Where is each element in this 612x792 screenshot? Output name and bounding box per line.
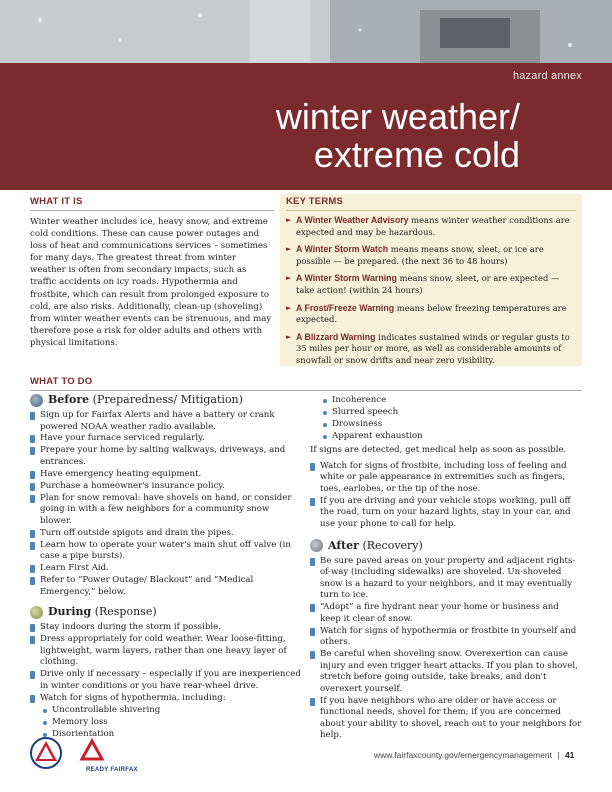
- before-title-bold: Before: [48, 393, 90, 406]
- list-item-text: Be careful when shoveling snow. Overexertion can cause injury and even trigger heart attacks. If you plan to shovel, stretch before going outside, take breaks, and don't overexert yourself.: [320, 649, 578, 694]
- bullet-icon: [310, 558, 315, 566]
- list-item-text: Have emergency heating equipment.: [40, 468, 202, 479]
- list-item: [30, 445, 302, 468]
- bullet-icon: [30, 624, 35, 632]
- key-term-name: A Frost/Freeze Warning: [296, 302, 395, 313]
- list-item-text: Watch for signs of hypothermia, including:: [40, 692, 226, 703]
- dot-icon: [43, 721, 47, 725]
- list-item-text: Stay indoors during the storm if possible.: [40, 622, 221, 633]
- key-term-item: [286, 303, 576, 326]
- page-number: 41: [564, 750, 575, 760]
- clipboard-icon: [30, 394, 43, 407]
- list-item-text: Watch for signs of frostbite, including loss of feeling and white or pale appearance in extremities such as fingers, toes, earlobes, or the tip of the nose.: [320, 460, 567, 494]
- key-term-item: [286, 215, 576, 238]
- arrow-icon: ►: [286, 303, 292, 312]
- before-title-rest: (Preparedness/ Mitigation): [89, 393, 243, 406]
- before-title: [48, 393, 243, 407]
- bullet-icon: [30, 671, 35, 679]
- dot-icon: [323, 399, 327, 403]
- list-item: [30, 469, 302, 481]
- key-term-definition: means means snow, sleet, or ice are possible — be prepared. (the next 36 to 48 hours): [296, 244, 544, 266]
- key-term-name: A Winter Storm Warning: [296, 273, 397, 284]
- list-item: [30, 481, 302, 493]
- list-item: [30, 693, 302, 705]
- footer: [374, 750, 574, 760]
- during-title-bold: During: [48, 605, 92, 619]
- dot-icon: [323, 435, 327, 439]
- broom-icon: [310, 539, 323, 552]
- footer-url[interactable]: www.fairfaxcounty.gov/emergencymanagement: [374, 750, 552, 760]
- dot-icon: [323, 411, 327, 415]
- during-list-continued: [310, 461, 582, 531]
- bullet-icon: [30, 447, 35, 455]
- left-column: [30, 393, 302, 740]
- arrow-icon: ►: [286, 274, 292, 283]
- list-item: [30, 540, 302, 563]
- sub-list-item-text: Slurred speech: [332, 406, 399, 417]
- during-list: [30, 622, 302, 704]
- list-item-text: Purchase a homeowner's insurance policy.: [40, 480, 225, 491]
- list-item: [310, 602, 582, 625]
- bullet-icon: [310, 604, 315, 612]
- what-it-is-heading: WHAT IT IS: [30, 196, 274, 211]
- sub-list-item: [322, 395, 582, 407]
- during-title: [48, 605, 157, 619]
- list-item: [30, 622, 302, 634]
- list-item-text: Plan for snow removal: have shovels on hand, or consider going in with a few neighbors for a community snow blower.: [40, 492, 292, 526]
- after-title: [328, 539, 423, 553]
- key-term-name: A Winter Weather Advisory: [296, 215, 409, 225]
- arrow-icon: ►: [286, 216, 292, 224]
- list-item: [30, 669, 302, 692]
- key-term-definition: indicates sustained winds or regular gusts to 35 miles per hour or more, as well as considerable amounts of snowfall or snow drifts and near zero visibility.: [296, 331, 570, 365]
- key-terms-heading: KEY TERMS: [286, 196, 576, 211]
- list-item: [30, 433, 302, 445]
- sub-list-item-text: Incoherence: [332, 395, 387, 405]
- list-item: [30, 410, 302, 433]
- during-title-rest: (Response): [91, 605, 157, 619]
- list-item: [310, 461, 582, 496]
- bullet-icon: [310, 651, 315, 659]
- list-item: [310, 556, 582, 602]
- medical-help-note: If signs are detected, get medical help as soon as possible.: [310, 445, 567, 456]
- what-to-do-heading: WHAT TO DO: [30, 376, 582, 391]
- bullet-icon: [310, 463, 315, 471]
- list-item: [310, 649, 582, 695]
- page-title-line-2: extreme cold: [313, 134, 520, 175]
- list-item-text: Dress appropriately for cold weather. Wear loose-fitting, lightweight, warm layers, rather than one heavy layer of clothing.: [40, 634, 287, 668]
- key-term-definition: means winter weather conditions are expected and may be hazardous.: [296, 215, 570, 237]
- during-heading: [30, 605, 302, 619]
- list-item: [30, 563, 302, 575]
- list-item: [30, 575, 302, 598]
- key-term-definition: means snow, sleet, or are expected — take action! (within 24 hours): [296, 273, 560, 295]
- footer-separator: |: [557, 750, 560, 760]
- list-item-text: Watch for signs of hypothermia or frostbite in yourself and others.: [320, 625, 577, 648]
- what-to-do-section: [30, 376, 582, 391]
- bullet-icon: [30, 435, 35, 443]
- list-item: [30, 634, 302, 669]
- sub-list-item-text: Drowsiness: [332, 418, 383, 429]
- bullet-icon: [30, 530, 35, 538]
- list-item: [310, 696, 582, 742]
- bullet-icon: [30, 695, 35, 703]
- dot-icon: [323, 423, 327, 427]
- bullet-icon: [30, 412, 35, 420]
- key-term-name: A Blizzard Warning: [296, 331, 376, 342]
- list-item-text: Have your furnace serviced regularly.: [40, 433, 205, 444]
- snowflake-icon: [30, 606, 43, 619]
- page-title-line-1: winter weather/: [275, 96, 520, 137]
- after-title-bold: After: [328, 538, 359, 552]
- key-term-name: A Winter Storm Watch: [296, 244, 389, 255]
- list-item-text: Turn off outside spigots and drain the pipes.: [40, 527, 234, 538]
- after-title-rest: (Recovery): [358, 538, 423, 552]
- hero-banner: [0, 0, 612, 190]
- arrow-icon: ►: [286, 332, 292, 341]
- list-item: [30, 493, 302, 528]
- list-item-text: Drive only if necessary – especially if you are inexperienced in winter conditions or you have rear-wheel drive.: [40, 669, 301, 691]
- sub-list-item-text: Memory loss: [52, 716, 108, 727]
- dot-icon: [43, 709, 47, 713]
- sub-list-item-text: Apparent exhaustion: [332, 430, 423, 441]
- key-term-definition: means below freezing temperatures are expected.: [296, 302, 567, 325]
- list-item-text: Learn how to operate your water's main shut off valve (in case a pipe bursts).: [40, 539, 291, 562]
- sub-list-item: [42, 717, 302, 729]
- what-it-is-text: Winter weather includes ice, heavy snow, and extreme cold conditions. These can cause power outages and loss of heat and communications services – sometimes for many days. The greatest threat from winter weather is often from secondary impacts, such as traffic accidents on icy roads. Hypothermia and frostbite, which can result from prolonged exposure to cold, are also risks. Additionally, clean-up (shoveling) from winter weather events can be strenuous, and may therefore pose a risk for older adults and others with physical limitations.: [30, 217, 272, 348]
- sub-list-item: [322, 431, 582, 443]
- page-title: [276, 98, 520, 174]
- list-item-text: Prepare your home by salting walkways, driveways, and entrances.: [40, 445, 286, 467]
- list-item-text: Learn First Aid.: [40, 563, 109, 574]
- key-term-item: [286, 332, 576, 367]
- what-it-is-section: [30, 196, 274, 349]
- list-item-text: Refer to “Power Outage/ Blackout” and “Medical Emergency,” below.: [40, 575, 254, 597]
- list-item-text: If you are driving and your vehicle stops working, pull off the road, turn on your hazard lights, stay in your car, and use your phone to call for help.: [320, 495, 571, 530]
- bullet-icon: [30, 636, 35, 644]
- list-item-text: Sign up for Fairfax Alerts and have a battery or crank powered NOAA weather radio available.: [40, 410, 275, 432]
- right-column: [310, 393, 582, 742]
- sub-list-item: [42, 705, 302, 717]
- list-item: [310, 496, 582, 531]
- bullet-icon: [310, 628, 315, 636]
- bullet-icon: [30, 577, 35, 585]
- hypothermia-signs-list-continued: [322, 395, 582, 442]
- list-item-text: Be sure paved areas on your property and adjacent rights-of-way (including sidewalks) are shoveled. Un-shoveled snow is a hazard to your neighbors, and it may eventually turn to ice.: [320, 555, 576, 601]
- list-item-text: If you have neighbors who are older or have access or functional needs, shovel for them; if you are concerned about your ability to shovel, reach out to your neighbors for help.: [320, 695, 582, 741]
- bullet-icon: [30, 542, 35, 550]
- bullet-icon: [30, 483, 35, 491]
- bullet-icon: [310, 498, 315, 506]
- hazard-annex-label: hazard annex: [512, 70, 582, 82]
- list-item: [30, 528, 302, 540]
- before-heading: [30, 393, 302, 407]
- bullet-icon: [310, 698, 315, 706]
- sub-list-item-text: Uncontrollable shivering: [52, 704, 161, 715]
- after-heading: [310, 539, 582, 553]
- after-list: [310, 556, 582, 742]
- key-term-item: [286, 273, 576, 296]
- bullet-icon: [30, 495, 35, 503]
- list-item-text: “Adopt” a fire hydrant near your home or business and keep it clear of snow.: [320, 602, 559, 624]
- sub-list-item-text: Disorientation: [52, 728, 115, 739]
- bullet-icon: [30, 565, 35, 573]
- bullet-icon: [30, 471, 35, 479]
- sub-list-item: [322, 419, 582, 431]
- key-term-item: [286, 244, 576, 267]
- key-terms-box: [280, 194, 582, 366]
- sub-list-item: [322, 407, 582, 419]
- before-list: [30, 410, 302, 598]
- list-item: [310, 626, 582, 649]
- ready-fairfax-logo-text: READY FAIRFAX: [86, 767, 138, 773]
- arrow-icon: ►: [286, 245, 292, 254]
